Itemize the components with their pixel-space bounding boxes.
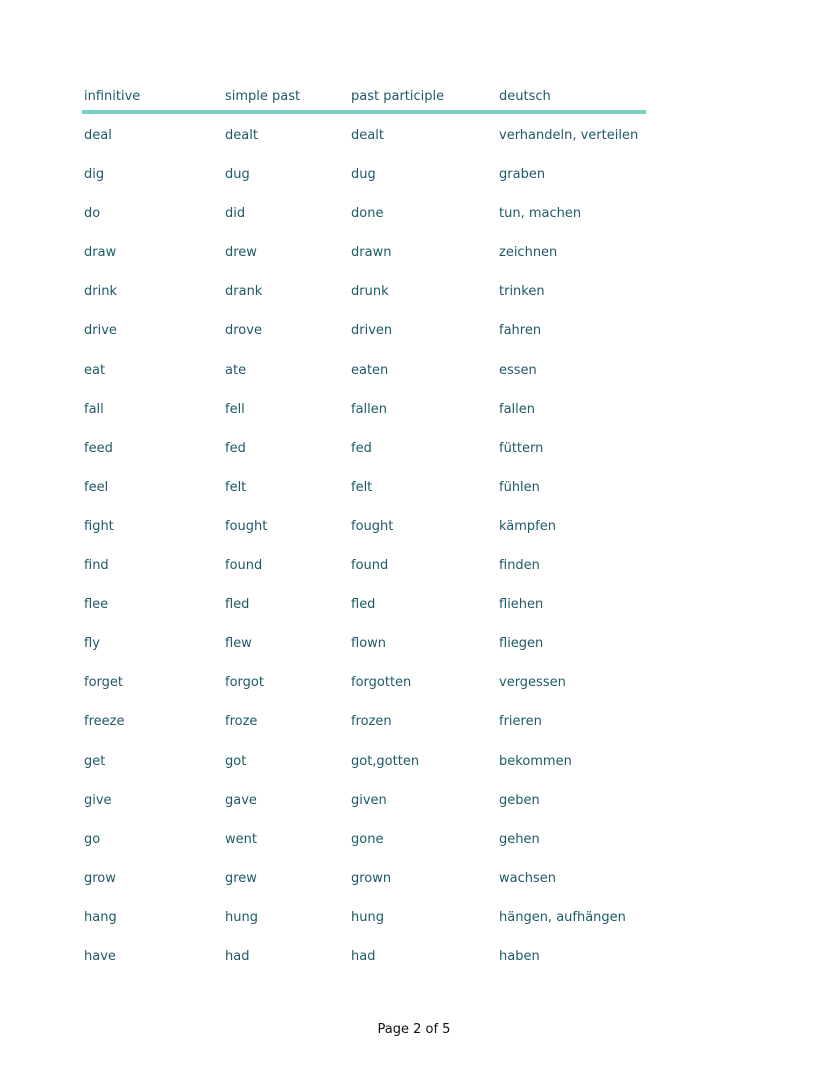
cell-past-participle: drunk — [351, 284, 389, 300]
table-row — [82, 514, 646, 553]
cell-past-participle: fallen — [351, 401, 388, 417]
cell-simple-past: got — [225, 753, 247, 769]
cell-deutsch: hängen, aufhängen — [499, 909, 626, 925]
cell-infinitive: fly — [84, 636, 100, 652]
cell-past-participle: frozen — [351, 714, 392, 730]
cell-deutsch: füttern — [499, 440, 544, 456]
table-row — [82, 866, 646, 905]
cell-infinitive: drive — [84, 323, 117, 339]
table-row — [82, 749, 646, 788]
table-row — [82, 709, 646, 748]
cell-past-participle: forgotten — [351, 675, 412, 691]
cell-past-participle: dug — [351, 167, 376, 183]
cell-simple-past: dug — [225, 167, 250, 183]
cell-infinitive: freeze — [84, 714, 125, 730]
cell-past-participle: gone — [351, 831, 384, 847]
cell-past-participle: given — [351, 792, 387, 808]
cell-simple-past: found — [225, 558, 263, 574]
cell-past-participle: drawn — [351, 245, 392, 261]
table-row — [82, 905, 646, 944]
cell-simple-past: fought — [225, 518, 268, 534]
cell-past-participle: had — [351, 948, 376, 964]
header-past-participle: past participle — [351, 89, 445, 104]
cell-infinitive: feel — [84, 479, 109, 495]
table-header-row — [82, 84, 646, 114]
cell-infinitive: eat — [84, 362, 106, 378]
cell-infinitive: do — [84, 206, 101, 222]
cell-deutsch: verhandeln, verteilen — [499, 128, 639, 143]
cell-past-participle: got,gotten — [351, 753, 420, 769]
cell-deutsch: fühlen — [499, 479, 540, 495]
table-row — [82, 553, 646, 592]
cell-deutsch: finden — [499, 558, 540, 574]
table-row — [82, 436, 646, 475]
cell-deutsch: trinken — [499, 284, 545, 300]
table-row — [82, 279, 646, 318]
cell-infinitive: hang — [84, 909, 117, 925]
cell-infinitive: fall — [84, 401, 104, 417]
cell-deutsch: kämpfen — [499, 518, 556, 534]
table-row — [82, 827, 646, 866]
table-row — [82, 397, 646, 436]
cell-simple-past: ate — [225, 362, 247, 378]
table-row — [82, 162, 646, 201]
header-simple-past: simple past — [225, 89, 301, 104]
cell-deutsch: gehen — [499, 831, 540, 847]
header-deutsch: deutsch — [499, 89, 551, 104]
cell-past-participle: driven — [351, 323, 393, 339]
table-row — [82, 670, 646, 709]
cell-infinitive: drink — [84, 284, 117, 300]
cell-deutsch: fahren — [499, 323, 542, 339]
cell-past-participle: felt — [351, 479, 373, 495]
cell-deutsch: fliehen — [499, 597, 544, 613]
cell-infinitive: give — [84, 792, 112, 808]
cell-past-participle: fled — [351, 597, 376, 613]
cell-past-participle: done — [351, 206, 384, 222]
cell-infinitive: go — [84, 831, 101, 847]
cell-infinitive: draw — [84, 245, 117, 261]
cell-past-participle: flown — [351, 636, 387, 652]
cell-deutsch: essen — [499, 362, 537, 378]
cell-deutsch: tun, machen — [499, 206, 582, 222]
table-row — [82, 475, 646, 514]
table-row — [82, 631, 646, 670]
page-number: Page 2 of 5 — [377, 1022, 451, 1037]
cell-infinitive: get — [84, 753, 106, 769]
cell-simple-past: fed — [225, 440, 246, 456]
table-row — [82, 240, 646, 279]
table-row — [82, 592, 646, 631]
cell-past-participle: grown — [351, 870, 392, 886]
table-row — [82, 123, 646, 162]
irregular-verbs-table — [82, 84, 646, 983]
cell-deutsch: graben — [499, 167, 546, 183]
cell-infinitive: grow — [84, 870, 116, 886]
cell-deutsch: wachsen — [499, 870, 556, 886]
cell-past-participle: found — [351, 558, 389, 574]
cell-simple-past: dealt — [225, 128, 258, 143]
table-row — [82, 944, 646, 983]
cell-simple-past: grew — [225, 870, 257, 886]
cell-deutsch: haben — [499, 948, 540, 964]
cell-simple-past: gave — [225, 792, 257, 808]
cell-past-participle: dealt — [351, 128, 384, 143]
cell-past-participle: hung — [351, 909, 384, 925]
cell-simple-past: had — [225, 948, 250, 964]
cell-simple-past: drew — [225, 245, 257, 261]
table-body — [82, 114, 646, 983]
cell-deutsch: frieren — [499, 714, 542, 730]
cell-simple-past: felt — [225, 479, 247, 495]
table-row — [82, 201, 646, 240]
cell-past-participle: fed — [351, 440, 372, 456]
cell-simple-past: flew — [225, 636, 252, 652]
cell-infinitive: have — [84, 948, 116, 964]
cell-deutsch: fallen — [499, 401, 536, 417]
cell-simple-past: forgot — [225, 675, 264, 691]
cell-infinitive: flee — [84, 597, 109, 613]
cell-simple-past: fled — [225, 597, 250, 613]
cell-deutsch: bekommen — [499, 753, 572, 769]
cell-deutsch: zeichnen — [499, 245, 558, 261]
cell-infinitive: find — [84, 558, 109, 574]
header-infinitive: infinitive — [84, 89, 141, 104]
cell-simple-past: fell — [225, 401, 245, 417]
cell-simple-past: drank — [225, 284, 263, 300]
table-row — [82, 788, 646, 827]
cell-simple-past: hung — [225, 909, 258, 925]
cell-infinitive: deal — [84, 128, 112, 143]
cell-past-participle: fought — [351, 518, 394, 534]
cell-infinitive: dig — [84, 167, 105, 183]
cell-deutsch: fliegen — [499, 636, 544, 652]
cell-simple-past: did — [225, 206, 246, 222]
table-row — [82, 318, 646, 357]
cell-simple-past: went — [225, 831, 257, 847]
cell-past-participle: eaten — [351, 362, 389, 378]
cell-infinitive: forget — [84, 675, 123, 691]
cell-simple-past: drove — [225, 323, 262, 339]
cell-deutsch: vergessen — [499, 675, 566, 691]
cell-deutsch: geben — [499, 792, 540, 808]
cell-infinitive: fight — [84, 518, 114, 534]
table-row — [82, 358, 646, 397]
cell-infinitive: feed — [84, 440, 113, 456]
cell-simple-past: froze — [225, 714, 258, 730]
